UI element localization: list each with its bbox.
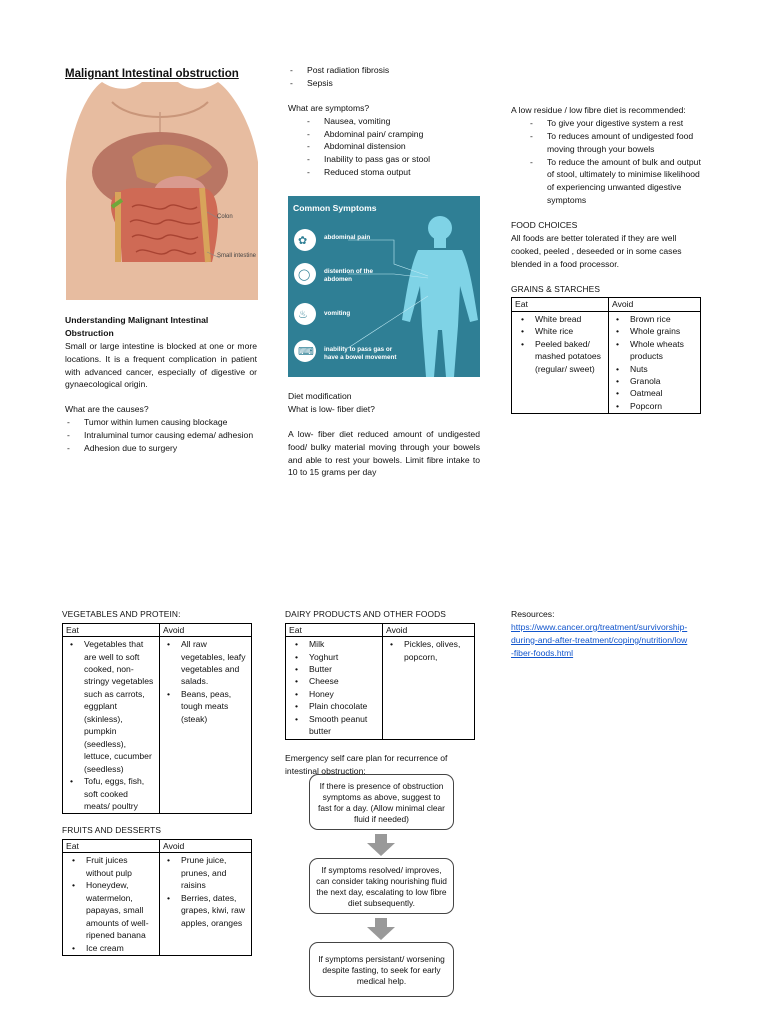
eat-column-header: Eat xyxy=(286,623,383,636)
grains-avoid-item: • Nuts xyxy=(612,363,697,375)
symptom-label: inability to pass gas or have a bowel movement xyxy=(324,346,397,361)
vegetables-heading: VEGETABLES AND PROTEIN: xyxy=(62,609,181,619)
dairy-eat-item: • Smooth peanut butter xyxy=(291,713,379,738)
diet-heading: Diet modification xyxy=(288,391,352,401)
fruits-table xyxy=(62,839,252,956)
symptom-item: - Nausea, vomiting xyxy=(288,115,480,128)
infographic-title: Common Symptoms xyxy=(293,203,377,213)
dairy-avoid-item: • Pickles, olives, popcorn, xyxy=(386,638,471,663)
grains-table xyxy=(511,297,701,414)
resources-section xyxy=(511,608,711,660)
cause-item: - Adhesion due to surgery xyxy=(65,442,257,455)
understanding-section xyxy=(65,314,257,455)
symptom-label: vomiting xyxy=(324,310,351,317)
column-2 xyxy=(288,64,480,179)
eat-column-header: Eat xyxy=(63,623,160,636)
diet-section xyxy=(288,390,480,479)
vegetables-section xyxy=(62,608,254,956)
symptom-item: - Inability to pass gas or stool xyxy=(288,153,480,166)
column-3 xyxy=(511,104,703,414)
vomiting-icon: ♨ xyxy=(298,309,308,321)
causes-heading: What are the causes? xyxy=(65,404,149,415)
recommendation-heading: A low residue / low fibre diet is recommended: xyxy=(511,105,686,115)
diet-question: What is low- fiber diet? xyxy=(288,403,375,414)
abdominal-pain-icon: ✿ xyxy=(298,235,308,247)
down-arrow-icon xyxy=(367,918,395,940)
causes-list-continued xyxy=(288,64,480,90)
fruits-eat-item: • Honeydew, watermelon, papayas, small amounts of well-ripened banana xyxy=(68,879,156,941)
grains-avoid-item: • Brown rice xyxy=(612,313,697,325)
food-choices-heading: FOOD CHOICES xyxy=(511,220,578,231)
distention-icon: ◯ xyxy=(298,269,311,281)
cause-item: - Sepsis xyxy=(288,77,480,90)
page-title: Malignant Intestinal obstruction xyxy=(65,68,239,80)
grains-avoid-item: • Whole grains xyxy=(612,325,697,337)
avoid-column-header: Avoid xyxy=(383,623,475,636)
resource-link[interactable]: https://www.cancer.org/treatment/survivorship-during-and-after-treatment/coping/nutrition/low-fiber-foods.html xyxy=(511,621,688,658)
cause-item: - Intraluminal tumor causing edema/ adhesion xyxy=(65,429,257,442)
flow-step-3: If symptoms persistant/ worsening despite fasting, to seek for early medical help. xyxy=(309,942,454,997)
torso-intestine-image xyxy=(62,82,258,300)
fruits-eat-item: • Ice cream xyxy=(68,942,156,954)
diet-body: A low- fiber diet reduced amount of undigested food/ bulky material moving through your bowels and able to rest your bowels. Limit fibre intake to 10 to 15 grams per day xyxy=(288,428,480,478)
anatomy-illustration xyxy=(62,82,258,300)
fruits-avoid-item: • Prune juice, prunes, and raisins xyxy=(163,854,248,891)
grains-avoid-item: • Whole wheats products xyxy=(612,338,697,363)
recommendation-item: - To reduces amount of undigested food moving through your bowels xyxy=(511,130,703,156)
vegetables-eat-item: • Tofu, eggs, fish, soft cooked meats/ poultry xyxy=(66,775,156,812)
avoid-column-header: Avoid xyxy=(609,298,701,311)
food-choices-body: All foods are better tolerated if they are well cooked, peeled , deseeded or in some cases blended in a food processor. xyxy=(511,233,682,269)
symptom-item: - Abdominal distension xyxy=(288,140,480,153)
cause-item: - Post radiation fibrosis xyxy=(288,64,480,77)
emergency-heading: Emergency self care plan for recurrence of intestinal obstruction: xyxy=(285,752,448,776)
grains-eat-item: • White rice xyxy=(517,325,605,337)
symptoms-list xyxy=(288,115,480,179)
recommendation-item: - To reduce the amount of bulk and output of stool, ultimately to minimise likelihood of experiencing unwanted digestive symptoms xyxy=(511,156,703,208)
symptom-item: - Reduced stoma output xyxy=(288,166,480,179)
symptom-label: abdominal pain xyxy=(324,234,371,241)
dairy-heading: DAIRY PRODUCTS AND OTHER FOODS xyxy=(285,609,446,619)
symptom-item: - Abdominal pain/ cramping xyxy=(288,128,480,141)
vegetables-eat-item: • Vegetables that are well to soft cooked, non-stringy vegetables such as carrots, eggplant (skinless), pumpkin (seedless), lettuce, cucumber (seedless) xyxy=(66,638,156,775)
fruits-heading: FRUITS AND DESSERTS xyxy=(62,825,162,836)
dairy-eat-item: • Honey xyxy=(291,688,379,700)
common-symptoms-infographic xyxy=(288,196,480,377)
grains-eat-item: • White bread xyxy=(517,313,605,325)
dairy-eat-item: • Plain chocolate xyxy=(291,700,379,712)
causes-list xyxy=(65,416,257,455)
dairy-eat-item: • Cheese xyxy=(291,675,379,687)
avoid-column-header: Avoid xyxy=(160,623,252,636)
dairy-table xyxy=(285,623,475,740)
colon-label: Colon xyxy=(217,214,233,220)
dairy-eat-item: • Yoghurt xyxy=(291,651,379,663)
toilet-icon: ⌨ xyxy=(298,346,314,358)
dairy-section xyxy=(285,608,477,777)
grains-heading: GRAINS & STARCHES xyxy=(511,283,601,294)
vegetables-avoid-item: • All raw vegetables, leafy vegetables and salads. xyxy=(163,638,248,688)
flow-step-2: If symptoms resolved/ improves, can consider taking nourishing fluid the next day, escalating to low fibre diet subsequently. xyxy=(309,858,454,914)
fruits-avoid-item: • Berries, dates, grapes, kiwi, raw apples, oranges xyxy=(163,892,248,929)
recommendation-list xyxy=(511,117,703,207)
fruits-eat-item: • Fruit juices without pulp xyxy=(68,854,156,879)
vegetables-table xyxy=(62,623,252,815)
grains-eat-item: • Peeled baked/ mashed potatoes (regular/ sweet) xyxy=(517,338,605,375)
grains-avoid-item: • Granola xyxy=(612,375,697,387)
recommendation-item: - To give your digestive system a rest xyxy=(511,117,703,130)
eat-column-header: Eat xyxy=(63,840,160,853)
avoid-column-header: Avoid xyxy=(160,840,252,853)
column-1 xyxy=(65,66,257,83)
flow-step-1: If there is presence of obstruction symptoms as above, suggest to fast for a day. (Allow minimal clear fluid if needed) xyxy=(309,774,454,830)
grains-avoid-item: • Oatmeal xyxy=(612,387,697,399)
cause-item: - Tumor within lumen causing blockage xyxy=(65,416,257,429)
dairy-eat-item: • Butter xyxy=(291,663,379,675)
grains-avoid-item: • Popcorn xyxy=(612,400,697,412)
symptoms-heading: What are symptoms? xyxy=(288,102,370,113)
symptom-label: distention of the abdomen xyxy=(324,268,373,283)
vegetables-avoid-item: • Beans, peas, tough meats (steak) xyxy=(163,688,248,725)
understanding-heading: Understanding Malignant Intestinal Obstruction xyxy=(65,315,209,338)
small-intestine-label: Small intestine xyxy=(217,253,257,259)
eat-column-header: Eat xyxy=(512,298,609,311)
understanding-body: Small or large intestine is blocked at one or more locations. It is a frequent complication in patient with advanced cancer, especially of digestive or gynaecological origin. xyxy=(65,340,257,390)
resources-heading: Resources: xyxy=(511,609,555,619)
dairy-eat-item: • Milk xyxy=(291,638,379,650)
down-arrow-icon xyxy=(367,834,395,856)
